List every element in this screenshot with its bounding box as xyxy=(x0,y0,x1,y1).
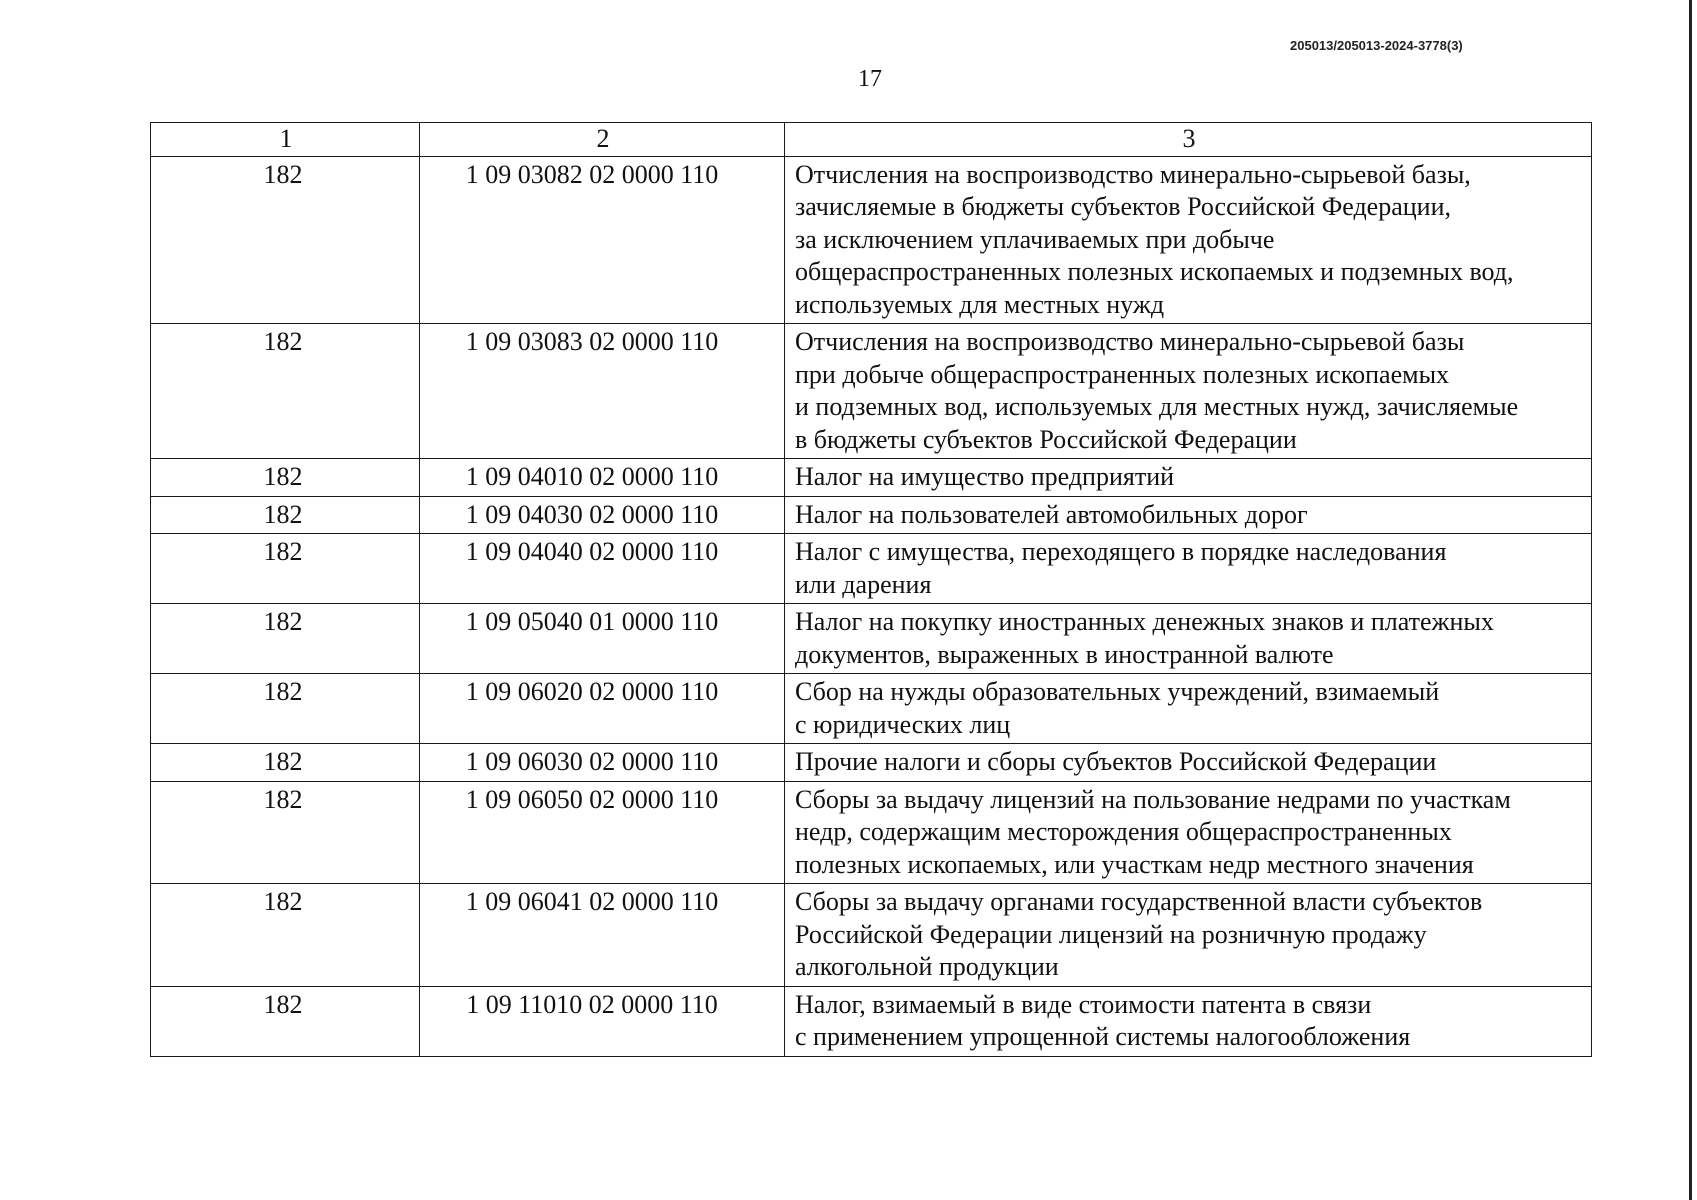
admin-code-cell: 182 xyxy=(151,884,420,987)
column-header-1: 1 xyxy=(151,123,420,157)
budget-code-cell: 1 09 03082 02 0000 110 xyxy=(420,156,785,324)
table-row xyxy=(151,604,1592,674)
income-name-cell: Налог на пользователей автомобильных дорог xyxy=(785,496,1592,534)
income-name-cell: Сбор на нужды образовательных учреждений, взимаемый с юридических лиц xyxy=(785,674,1592,744)
admin-code-cell: 182 xyxy=(151,534,420,604)
income-name-cell: Сборы за выдачу лицензий на пользование недрами по участкам недр, содержащим месторождения общераспространенных полезных ископаемых, или участкам недр местного значения xyxy=(785,781,1592,884)
table-row xyxy=(151,496,1592,534)
income-name-cell: Налог на имущество предприятий xyxy=(785,459,1592,497)
table-row xyxy=(151,324,1592,459)
budget-code-cell: 1 09 04040 02 0000 110 xyxy=(420,534,785,604)
income-name-cell: Налог, взимаемый в виде стоимости патента в связи с применением упрощенной системы налогообложения xyxy=(785,986,1592,1056)
income-name-cell: Налог с имущества, переходящего в порядке наследования или дарения xyxy=(785,534,1592,604)
table-row xyxy=(151,156,1592,324)
admin-code-cell: 182 xyxy=(151,781,420,884)
budget-code-cell: 1 09 06050 02 0000 110 xyxy=(420,781,785,884)
scan-edge-line xyxy=(1689,0,1692,1200)
budget-code-cell: 1 09 05040 01 0000 110 xyxy=(420,604,785,674)
income-name-cell: Сборы за выдачу органами государственной власти субъектов Российской Федерации лицензий на розничную продажу алкогольной продукции xyxy=(785,884,1592,987)
budget-code-cell: 1 09 04010 02 0000 110 xyxy=(420,459,785,497)
admin-code-cell: 182 xyxy=(151,324,420,459)
page-number: 17 xyxy=(858,66,882,92)
document-id: 205013/205013-2024-3778(3) xyxy=(1290,38,1463,53)
budget-code-cell: 1 09 06030 02 0000 110 xyxy=(420,744,785,782)
admin-code-cell: 182 xyxy=(151,459,420,497)
table-row xyxy=(151,674,1592,744)
budget-codes-table xyxy=(150,122,1592,1057)
income-name-cell: Прочие налоги и сборы субъектов Российской Федерации xyxy=(785,744,1592,782)
income-name-cell: Отчисления на воспроизводство минерально-сырьевой базы, зачисляемые в бюджеты субъектов Российской Федерации, за исключением уплачиваемых при добыче общераспространенных полезных ископаемых и подземных вод, используемых для местных нужд xyxy=(785,156,1592,324)
admin-code-cell: 182 xyxy=(151,674,420,744)
income-name-cell: Отчисления на воспроизводство минерально-сырьевой базы при добыче общераспространенных полезных ископаемых и подземных вод, используемых для местных нужд, зачисляемые в бюджеты субъектов Российской Федерации xyxy=(785,324,1592,459)
table-row xyxy=(151,534,1592,604)
admin-code-cell: 182 xyxy=(151,604,420,674)
budget-code-cell: 1 09 06041 02 0000 110 xyxy=(420,884,785,987)
column-header-3: 3 xyxy=(785,123,1592,157)
column-header-2: 2 xyxy=(420,123,785,157)
table-header-row xyxy=(151,123,1592,157)
budget-code-cell: 1 09 11010 02 0000 110 xyxy=(420,986,785,1056)
budget-code-cell: 1 09 04030 02 0000 110 xyxy=(420,496,785,534)
income-name-cell: Налог на покупку иностранных денежных знаков и платежных документов, выраженных в иностранной валюте xyxy=(785,604,1592,674)
admin-code-cell: 182 xyxy=(151,496,420,534)
budget-code-cell: 1 09 03083 02 0000 110 xyxy=(420,324,785,459)
table-row xyxy=(151,986,1592,1056)
budget-code-cell: 1 09 06020 02 0000 110 xyxy=(420,674,785,744)
table-row xyxy=(151,459,1592,497)
table-row xyxy=(151,744,1592,782)
admin-code-cell: 182 xyxy=(151,986,420,1056)
table-row xyxy=(151,884,1592,987)
admin-code-cell: 182 xyxy=(151,744,420,782)
table-row xyxy=(151,781,1592,884)
admin-code-cell: 182 xyxy=(151,156,420,324)
table-body xyxy=(151,156,1592,1056)
